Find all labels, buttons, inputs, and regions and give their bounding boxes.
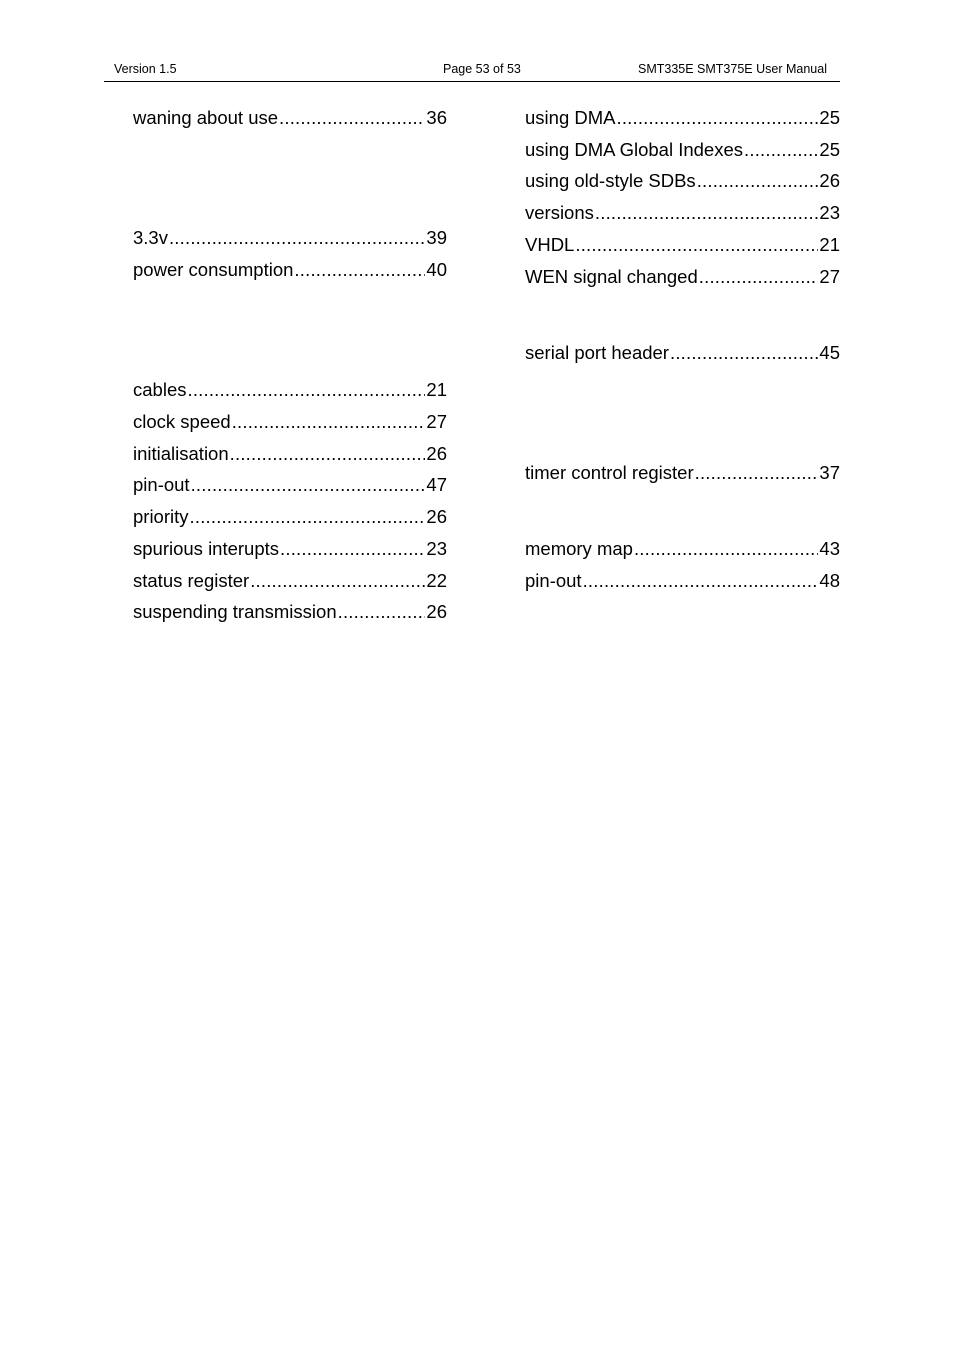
dot-leader [744,139,818,161]
index-entry [525,538,840,560]
dot-leader [169,227,425,249]
index-entry [133,506,447,528]
index-entry [525,570,840,592]
index-entry [525,462,840,484]
index-page: 37 [819,462,840,483]
index-page: 22 [426,570,447,591]
index-term: VHDL [525,234,575,255]
index-entry [133,443,447,465]
dot-leader [699,266,819,288]
index-term: pin-out [133,474,190,495]
dot-leader [232,411,426,433]
index-entry [133,259,447,281]
index-term: using old-style SDBs [525,170,696,191]
index-column-right [525,0,840,700]
index-term: pin-out [525,570,582,591]
dot-leader [279,107,425,129]
dot-leader [595,202,819,224]
index-term: clock speed [133,411,231,432]
index-term: timer control register [525,462,694,483]
index-page: 26 [426,601,447,622]
document-title: SMT335E SMT375E User Manual [638,62,827,76]
index-entry [525,139,840,161]
dot-leader [338,601,426,623]
index-term: priority [133,506,189,527]
index-page: 40 [426,259,447,280]
index-page: 26 [819,170,840,191]
index-page: 47 [426,474,447,495]
index-term: using DMA [525,107,616,128]
index-column-left [133,0,447,700]
index-term: cables [133,379,187,400]
index-entry [133,107,447,129]
index-page: 25 [819,139,840,160]
version-label: Version 1.5 [114,62,177,76]
index-term: versions [525,202,594,223]
index-page: 27 [426,411,447,432]
dot-leader [695,462,819,484]
dot-leader [230,443,426,465]
index-entry [133,379,447,401]
index-page: 21 [426,379,447,400]
dot-leader [575,234,818,256]
index-term: 3.3v [133,227,168,248]
index-page: 43 [819,538,840,559]
index-page: 23 [426,538,447,559]
dot-leader [187,379,425,401]
index-page: 26 [426,506,447,527]
index-entry [525,170,840,192]
index-entry [133,474,447,496]
index-entry [133,227,447,249]
index-term: serial port header [525,342,669,363]
index-term: power consumption [133,259,294,280]
index-term: status register [133,570,250,591]
index-entry [525,107,840,129]
index-entry [133,601,447,623]
page-number: Page 53 of 53 [443,62,521,76]
index-page: 36 [426,107,447,128]
index-entry [525,266,840,288]
index-page: 48 [819,570,840,591]
index-page: 27 [819,266,840,287]
index-entry [525,234,840,256]
index-entry [133,411,447,433]
index-term: using DMA Global Indexes [525,139,744,160]
dot-leader [616,107,818,129]
index-page: 45 [819,342,840,363]
index-page: 21 [819,234,840,255]
dot-leader [697,170,819,192]
index-term: initialisation [133,443,229,464]
index-term: suspending transmission [133,601,337,622]
dot-leader [294,259,425,281]
index-entry [525,342,840,364]
index-term: waning about use [133,107,279,128]
index-entry [133,570,447,592]
index-page: 23 [819,202,840,223]
index-entry [525,202,840,224]
dot-leader [190,506,426,528]
index-page: 26 [426,443,447,464]
dot-leader [670,342,818,364]
index-page: 39 [426,227,447,248]
index-term: spurious interupts [133,538,280,559]
index-term: memory map [525,538,633,559]
index-term: WEN signal changed [525,266,698,287]
dot-leader [250,570,425,592]
dot-leader [280,538,425,560]
dot-leader [191,474,426,496]
dot-leader [634,538,818,560]
index-page: 25 [819,107,840,128]
index-entry [133,538,447,560]
dot-leader [583,570,819,592]
